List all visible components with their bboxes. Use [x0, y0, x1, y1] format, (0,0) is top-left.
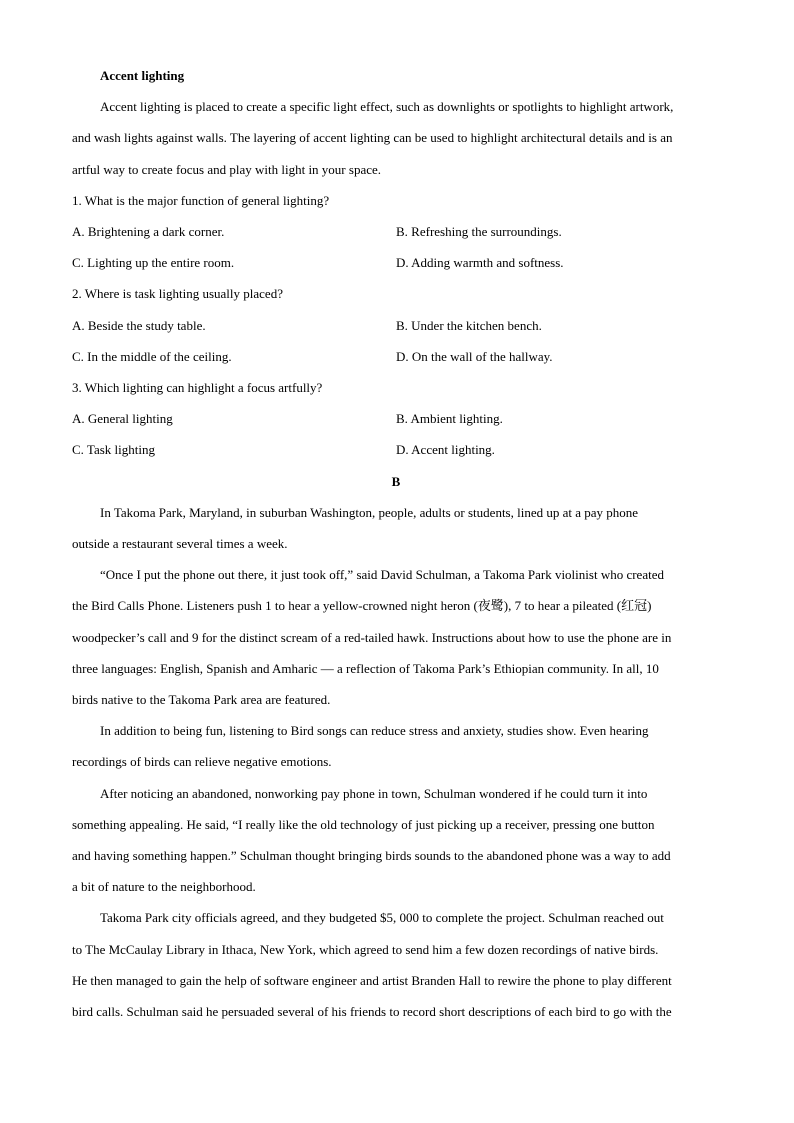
paragraph-line: recordings of birds can relieve negative emotions.: [72, 754, 332, 770]
option-row: [72, 247, 720, 278]
passage-b-paragraph-3: [72, 715, 720, 777]
paragraph-line: In addition to being fun, listening to Bird songs can reduce stress and anxiety, studies show. Even hearing: [100, 723, 649, 739]
question-3: [72, 372, 720, 466]
paragraph-line: Accent lighting is placed to create a specific light effect, such as downlights or spotlights to highlight artwork,: [100, 99, 674, 115]
question-stem: 1. What is the major function of general lighting?: [72, 192, 330, 208]
question-stem: 3. Which lighting can highlight a focus artfully?: [72, 380, 323, 396]
paragraph-line: Takoma Park city officials agreed, and they budgeted $5, 000 to complete the project. Schulman reached out: [100, 910, 664, 926]
option-c: C. Lighting up the entire room.: [72, 255, 235, 271]
question-2: [72, 278, 720, 372]
option-a: A. General lighting: [72, 411, 173, 427]
accent-lighting-paragraph: [72, 91, 720, 185]
option-b: B. Ambient lighting.: [396, 411, 503, 427]
option-b: B. Under the kitchen bench.: [396, 317, 542, 333]
document-page: [72, 60, 720, 1027]
paragraph-line: three languages: English, Spanish and Amharic — a reflection of Takoma Park’s Ethiopian community. In all, 10: [72, 660, 659, 676]
paragraph-line: something appealing. He said, “I really like the old technology of just picking up a receiver, pressing one button: [72, 816, 655, 832]
option-d: D. Accent lighting.: [396, 442, 495, 458]
passage-b-paragraph-1: [72, 497, 720, 559]
paragraph-line: He then managed to gain the help of software engineer and artist Branden Hall to rewire the phone to play different: [72, 972, 672, 988]
option-d: D. Adding warmth and softness.: [396, 255, 564, 271]
paragraph-line: birds native to the Takoma Park area are featured.: [72, 692, 331, 708]
paragraph-line: After noticing an abandoned, nonworking pay phone in town, Schulman wondered if he could turn it into: [100, 785, 648, 801]
option-row: [72, 403, 720, 434]
section-b-heading: B: [391, 473, 401, 489]
passage-b-paragraph-4: [72, 778, 720, 903]
paragraph-line: bird calls. Schulman said he persuaded several of his friends to record short descriptions of each bird to go with the: [72, 1004, 672, 1020]
option-row: [72, 310, 720, 341]
question-stem: 2. Where is task lighting usually placed?: [72, 286, 283, 302]
option-c: C. Task lighting: [72, 442, 155, 458]
option-row: [72, 434, 720, 465]
paragraph-line: and having something happen.” Schulman thought bringing birds sounds to the abandoned phone was a way to add: [72, 848, 671, 864]
passage-b-paragraph-2: [72, 559, 720, 715]
option-b: B. Refreshing the surroundings.: [396, 224, 562, 240]
paragraph-line: In Takoma Park, Maryland, in suburban Washington, people, adults or students, lined up at a pay phone: [100, 504, 639, 520]
option-row: [72, 216, 720, 247]
option-d: D. On the wall of the hallway.: [396, 348, 553, 364]
paragraph-line: artful way to create focus and play with light in your space.: [72, 161, 382, 177]
option-a: A. Beside the study table.: [72, 317, 206, 333]
option-a: A. Brightening a dark corner.: [72, 224, 225, 240]
option-row: [72, 341, 720, 372]
paragraph-line: a bit of nature to the neighborhood.: [72, 879, 256, 895]
section-heading-accent-lighting: Accent lighting: [100, 68, 185, 83]
paragraph-line: “Once I put the phone out there, it just took off,” said David Schulman, a Takoma Park violinist who created: [100, 567, 664, 583]
passage-b-paragraph-5: [72, 902, 720, 1027]
paragraph-line: to The McCaulay Library in Ithaca, New York, which agreed to send him a few dozen recordings of native birds.: [72, 941, 659, 957]
paragraph-line: outside a restaurant several times a week.: [72, 536, 288, 552]
paragraph-line: and wash lights against walls. The layering of accent lighting can be used to highlight architectural details and is an: [72, 130, 673, 146]
option-c: C. In the middle of the ceiling.: [72, 348, 232, 364]
paragraph-line: the Bird Calls Phone. Listeners push 1 to hear a yellow-crowned night heron (夜鹭), 7 to hear a pileated (红冠): [72, 598, 652, 614]
question-1: [72, 185, 720, 279]
paragraph-line: woodpecker’s call and 9 for the distinct scream of a red-tailed hawk. Instructions about how to use the phone are in: [72, 629, 672, 645]
